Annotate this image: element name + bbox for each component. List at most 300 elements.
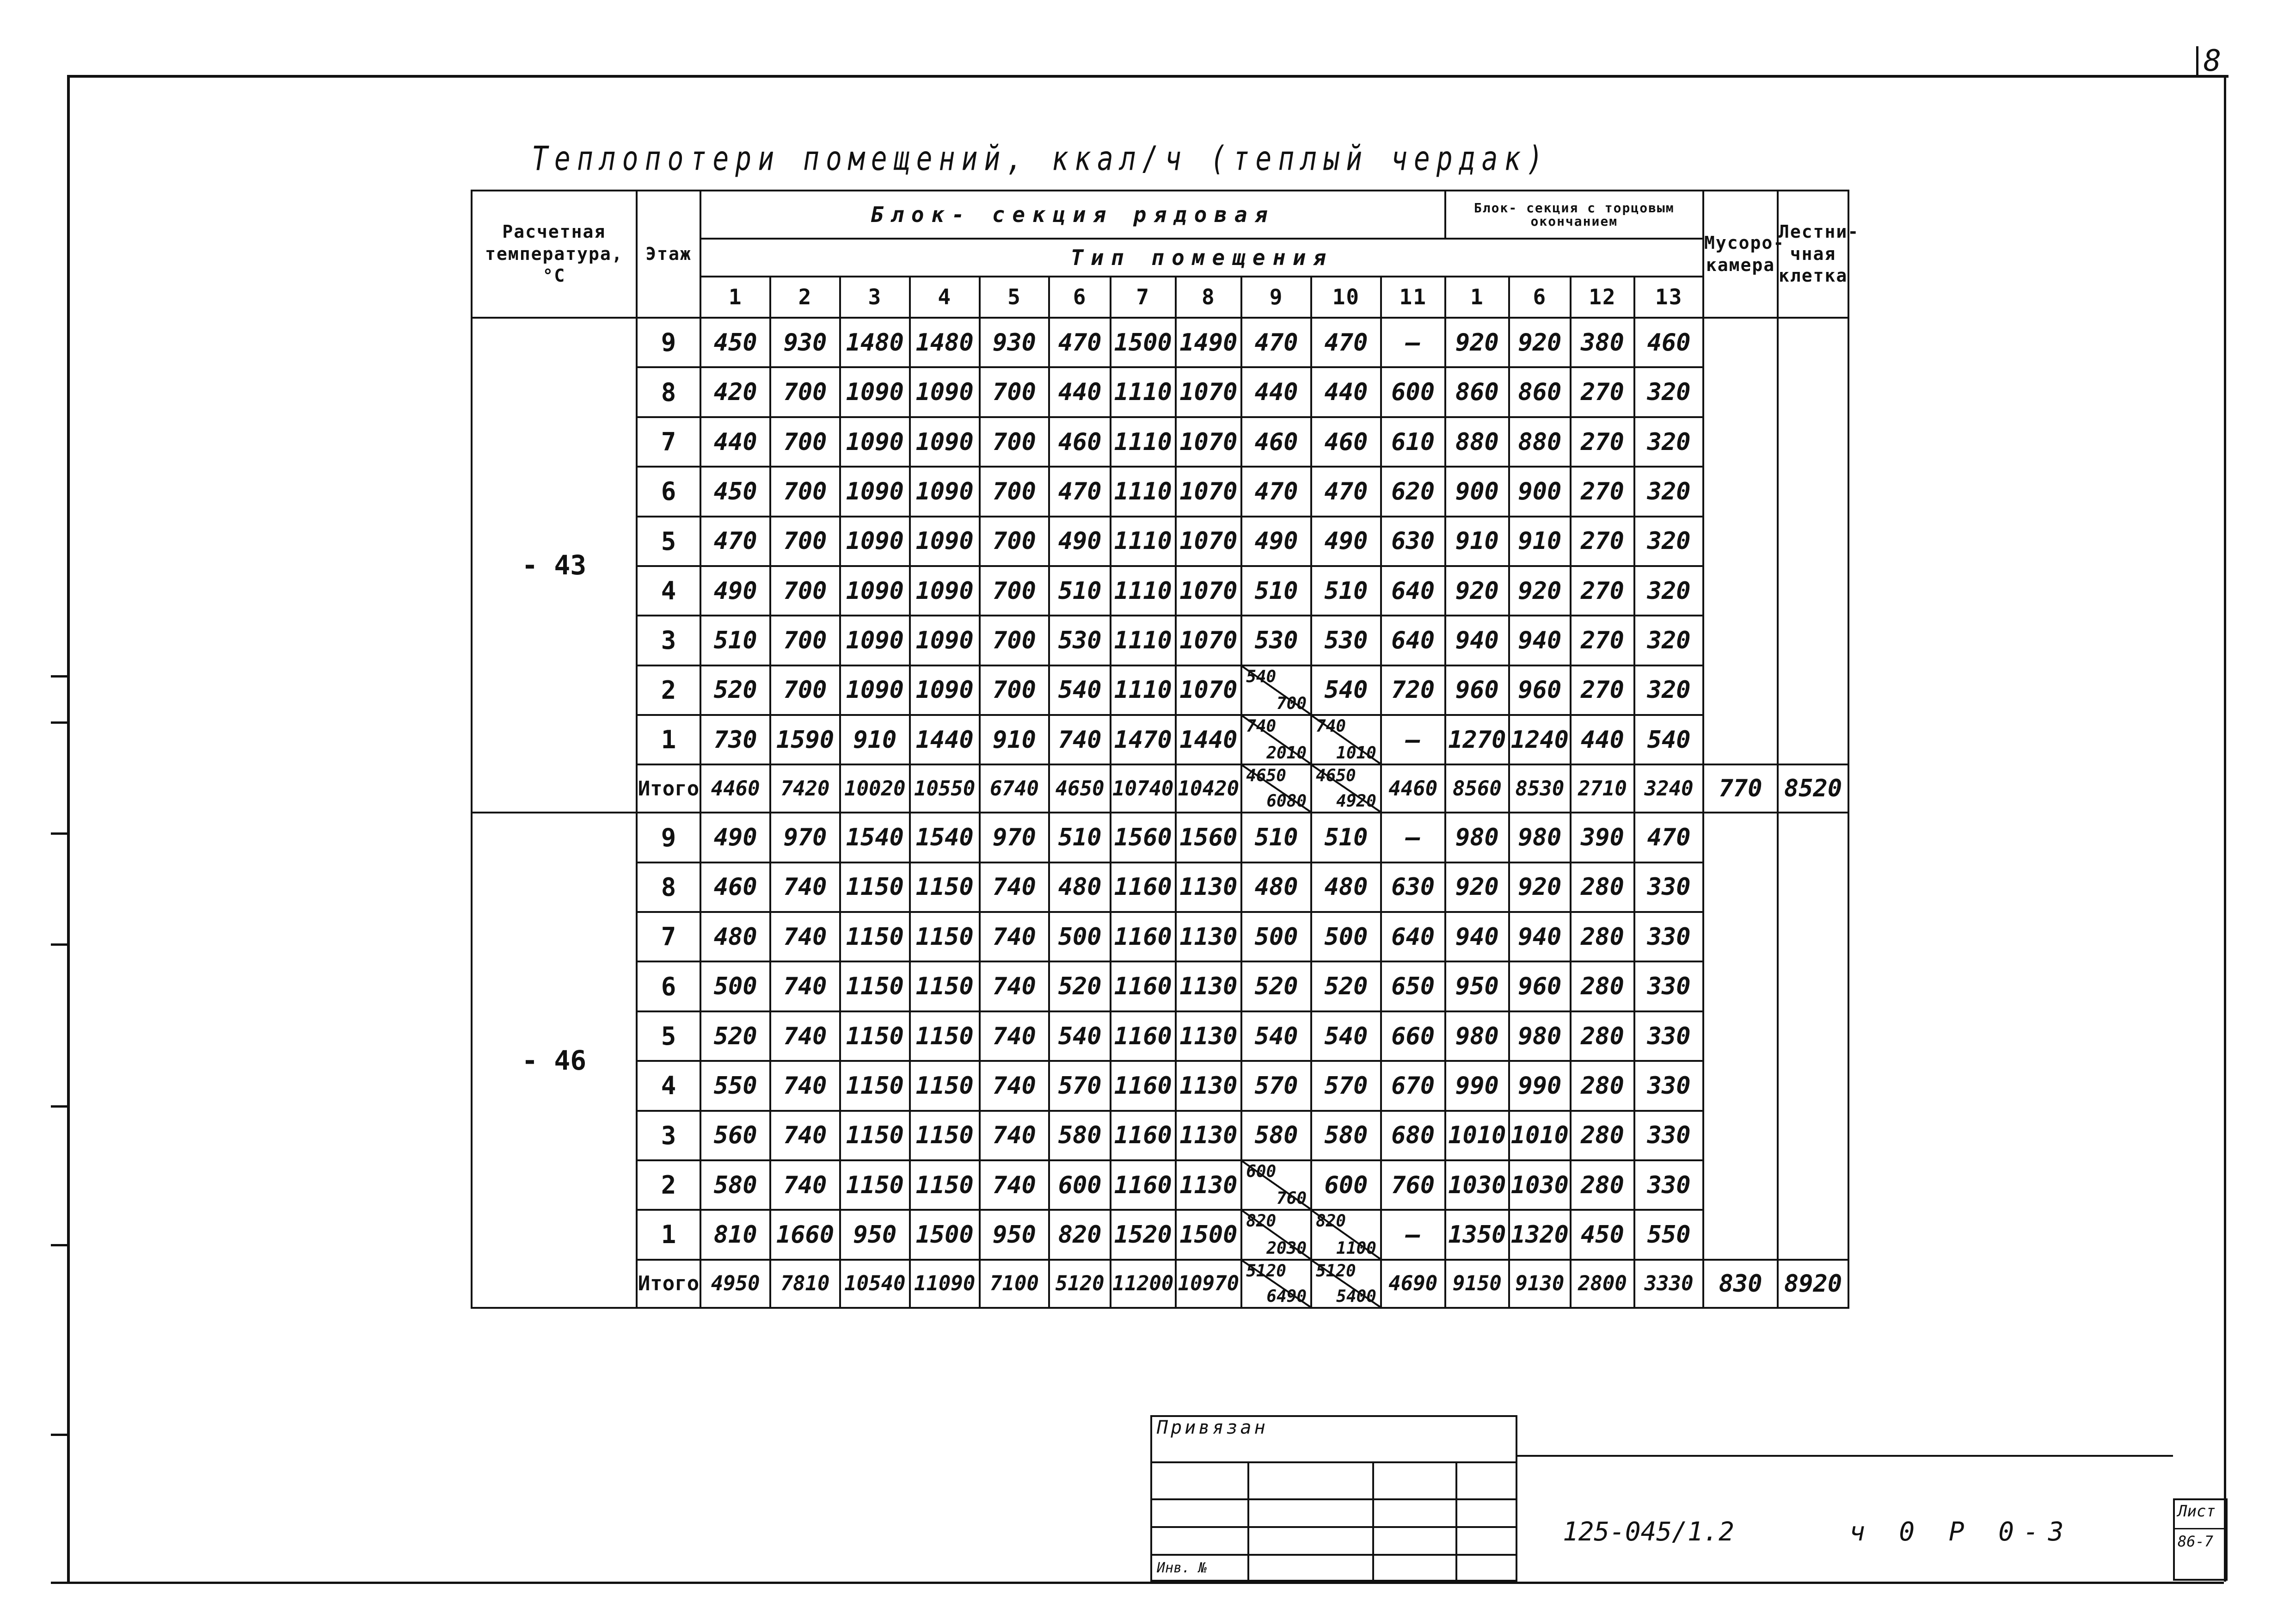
value-cell: 530 [1241, 616, 1311, 665]
value-cell: 740 [770, 1160, 840, 1210]
value-cell: 480 [1311, 862, 1381, 912]
value-cell: 1090 [910, 367, 980, 417]
floor-cell: 2 [637, 1160, 701, 1210]
value-cell: 510 [1241, 566, 1311, 616]
value-cell: 1160 [1111, 1061, 1176, 1110]
value-cell: 510 [1311, 813, 1381, 862]
value-cell: 1350 [1445, 1210, 1510, 1259]
stamp-cell [1456, 1462, 1516, 1499]
value-cell: 1150 [910, 912, 980, 961]
temperature-cell: - 46 [472, 813, 637, 1308]
split-value-bottom: 6080 [1266, 792, 1307, 811]
floor-cell: 6 [637, 467, 701, 516]
header-floor: Этаж [637, 191, 701, 318]
header-room-col: 3 [840, 277, 910, 318]
split-total-cell [1311, 764, 1381, 813]
value-cell: 1130 [1176, 961, 1242, 1011]
value-cell: 1150 [910, 1011, 980, 1061]
header-room-col: 1 [700, 277, 770, 318]
stamp-cell [1373, 1499, 1456, 1527]
table-row [472, 417, 1848, 467]
value-cell: 920 [1445, 862, 1510, 912]
stair-empty-cell [1778, 318, 1848, 764]
value-cell: 330 [1634, 1061, 1703, 1110]
value-cell: 680 [1381, 1111, 1445, 1160]
value-cell: 640 [1381, 616, 1445, 665]
value-cell: 1160 [1111, 862, 1176, 912]
table-row [472, 367, 1848, 417]
value-cell: 450 [1571, 1210, 1635, 1259]
stamp-cell [1373, 1462, 1456, 1499]
value-cell: 1160 [1111, 1111, 1176, 1160]
value-cell: 740 [770, 862, 840, 912]
total-value-cell: 4650 [1049, 764, 1110, 813]
value-cell: 480 [1241, 862, 1311, 912]
value-cell: 470 [1049, 467, 1110, 516]
table-row [472, 715, 1848, 764]
value-cell: 520 [700, 1011, 770, 1061]
split-value-bottom: 700 [1276, 694, 1307, 713]
value-cell: 1070 [1176, 566, 1242, 616]
value-cell: 1470 [1111, 715, 1176, 764]
total-value-cell: 10740 [1111, 764, 1176, 813]
value-cell: 700 [770, 517, 840, 566]
value-cell: 580 [1241, 1111, 1311, 1160]
margin-tick [51, 943, 68, 946]
floor-cell: 7 [637, 912, 701, 961]
value-cell: 320 [1634, 467, 1703, 516]
total-value-cell: 3330 [1634, 1260, 1703, 1308]
value-cell: 1010 [1445, 1111, 1510, 1160]
value-cell: 280 [1571, 961, 1635, 1011]
value-cell: 270 [1571, 665, 1635, 715]
value-cell: 1130 [1176, 1160, 1242, 1210]
value-cell: 320 [1634, 566, 1703, 616]
table-row [472, 813, 1848, 862]
value-cell: 490 [1241, 517, 1311, 566]
value-cell: 740 [980, 1011, 1050, 1061]
total-value-cell: 11090 [910, 1260, 980, 1308]
value-cell: 760 [1381, 1160, 1445, 1210]
header-room-col: 8 [1176, 277, 1242, 318]
value-cell: 440 [700, 417, 770, 467]
split-value-bottom: 1010 [1336, 744, 1376, 763]
value-cell: 540 [1241, 1011, 1311, 1061]
split-value-bottom: 2010 [1266, 744, 1307, 763]
frame-right-border [2224, 75, 2226, 1582]
floor-cell: 7 [637, 417, 701, 467]
stamp-cell [1248, 1555, 1373, 1581]
value-cell: 490 [1049, 517, 1110, 566]
value-cell: 1110 [1111, 665, 1176, 715]
value-cell: 510 [1241, 813, 1311, 862]
floor-cell: 4 [637, 1061, 701, 1110]
value-cell: 580 [1311, 1111, 1381, 1160]
value-cell: 1160 [1111, 961, 1176, 1011]
floor-cell: 9 [637, 813, 701, 862]
value-cell: 970 [980, 813, 1050, 862]
value-cell: 700 [770, 467, 840, 516]
value-cell: 1090 [840, 517, 910, 566]
value-cell: 1130 [1176, 912, 1242, 961]
total-value-cell: 2800 [1571, 1260, 1635, 1308]
value-cell: 540 [1049, 665, 1110, 715]
total-value-cell: 9130 [1509, 1260, 1570, 1308]
value-cell: 700 [980, 616, 1050, 665]
table-row [472, 1210, 1848, 1259]
value-cell: 540 [1311, 665, 1381, 715]
value-cell: 530 [1311, 616, 1381, 665]
total-value-cell: 4950 [700, 1260, 770, 1308]
value-cell: 720 [1381, 665, 1445, 715]
value-cell: 530 [1049, 616, 1110, 665]
total-value-cell: 3240 [1634, 764, 1703, 813]
stamp-cell [1456, 1499, 1516, 1527]
header-room-col: 5 [980, 277, 1050, 318]
value-cell: 730 [700, 715, 770, 764]
value-cell: 280 [1571, 912, 1635, 961]
value-cell: 1320 [1509, 1210, 1570, 1259]
value-cell: 1090 [840, 665, 910, 715]
total-value-cell: 10540 [840, 1260, 910, 1308]
value-cell: 980 [1445, 813, 1510, 862]
value-cell: 1270 [1445, 715, 1510, 764]
value-cell: 1090 [840, 566, 910, 616]
value-cell: 320 [1634, 367, 1703, 417]
value-cell: 990 [1509, 1061, 1570, 1110]
stamp-cell [1373, 1555, 1456, 1581]
floor-cell: 2 [637, 665, 701, 715]
value-cell: 700 [980, 566, 1050, 616]
table-row [472, 961, 1848, 1011]
value-cell: 1090 [910, 665, 980, 715]
value-cell: — [1381, 318, 1445, 367]
value-cell: 470 [1241, 467, 1311, 516]
value-cell: 900 [1509, 467, 1570, 516]
header-temperature: Расчетная температура, °С [472, 191, 637, 318]
value-cell: 460 [1634, 318, 1703, 367]
split-value-cell [1241, 1210, 1311, 1259]
value-cell: 510 [1311, 566, 1381, 616]
value-cell: 1110 [1111, 367, 1176, 417]
document-code: 125-045/1.2 [1563, 1517, 1734, 1547]
temperature-cell: - 43 [472, 318, 637, 813]
table-row [472, 566, 1848, 616]
heat-loss-table [471, 190, 1860, 1309]
stamp-cell [1456, 1527, 1516, 1555]
value-cell: 1440 [910, 715, 980, 764]
value-cell: 1150 [910, 1111, 980, 1160]
header-room-col: 10 [1311, 277, 1381, 318]
total-value-cell: 10020 [840, 764, 910, 813]
frame-left-border [67, 75, 70, 1583]
value-cell: 920 [1445, 318, 1510, 367]
value-cell: 600 [1049, 1160, 1110, 1210]
total-value-cell: 10550 [910, 764, 980, 813]
value-cell: 860 [1509, 367, 1570, 417]
value-cell: 740 [770, 1011, 840, 1061]
total-stair-cell: 8920 [1778, 1260, 1848, 1308]
value-cell: 940 [1445, 616, 1510, 665]
header-room-col: 7 [1111, 277, 1176, 318]
value-cell: 1150 [840, 1011, 910, 1061]
value-cell: 270 [1571, 467, 1635, 516]
binding-stamp [1150, 1415, 1517, 1582]
value-cell: 500 [1241, 912, 1311, 961]
value-cell: 490 [1311, 517, 1381, 566]
value-cell: 1130 [1176, 862, 1242, 912]
value-cell: 440 [1311, 367, 1381, 417]
total-garbage-cell: 770 [1703, 764, 1778, 813]
value-cell: 950 [980, 1210, 1050, 1259]
value-cell: 330 [1634, 1111, 1703, 1160]
value-cell: 1090 [840, 417, 910, 467]
value-cell: 510 [1049, 813, 1110, 862]
floor-cell: 9 [637, 318, 701, 367]
total-value-cell: 4460 [700, 764, 770, 813]
value-cell: 540 [1049, 1011, 1110, 1061]
value-cell: 1150 [840, 961, 910, 1011]
value-cell: 1540 [910, 813, 980, 862]
stamp-inv-number: Инв. № [1151, 1555, 1248, 1581]
value-cell: 280 [1571, 1111, 1635, 1160]
header-room-col: 11 [1381, 277, 1445, 318]
value-cell: 980 [1509, 813, 1570, 862]
margin-tick [51, 675, 68, 678]
value-cell: 950 [840, 1210, 910, 1259]
header-garbage-chamber: Мусоро- камера [1703, 191, 1778, 318]
value-cell: 500 [1049, 912, 1110, 961]
value-cell: 580 [700, 1160, 770, 1210]
split-value-top: 5120 [1316, 1261, 1356, 1281]
value-cell: — [1381, 813, 1445, 862]
value-cell: 270 [1571, 616, 1635, 665]
value-cell: 580 [1049, 1111, 1110, 1160]
value-cell: 1090 [910, 417, 980, 467]
split-value-top: 5120 [1246, 1261, 1286, 1281]
margin-tick [51, 1244, 68, 1246]
value-cell: 570 [1311, 1061, 1381, 1110]
total-value-cell: 9150 [1445, 1260, 1510, 1308]
split-value-cell [1241, 1160, 1311, 1210]
value-cell: 1440 [1176, 715, 1242, 764]
value-cell: 810 [700, 1210, 770, 1259]
total-value-cell: 4460 [1381, 764, 1445, 813]
value-cell: 560 [700, 1111, 770, 1160]
value-cell: 920 [1509, 318, 1570, 367]
split-value-cell [1311, 715, 1381, 764]
value-cell: 490 [700, 566, 770, 616]
value-cell: 980 [1445, 1011, 1510, 1061]
value-cell: 470 [700, 517, 770, 566]
stamp-cell [1151, 1462, 1248, 1499]
table-row [472, 665, 1848, 715]
value-cell: 600 [1311, 1160, 1381, 1210]
value-cell: 860 [1445, 367, 1510, 417]
total-value-cell: 5120 [1049, 1260, 1110, 1308]
document-code-suffix: ч 0 Р 0-3 [1849, 1517, 2073, 1547]
value-cell: 1540 [840, 813, 910, 862]
value-cell: 270 [1571, 367, 1635, 417]
total-value-cell: 4690 [1381, 1260, 1445, 1308]
value-cell: 620 [1381, 467, 1445, 516]
total-value-cell: 8530 [1509, 764, 1570, 813]
total-value-cell: 7100 [980, 1260, 1050, 1308]
sheet-box [2173, 1498, 2228, 1581]
value-cell: 640 [1381, 566, 1445, 616]
floor-cell: 3 [637, 1111, 701, 1160]
value-cell: 1110 [1111, 566, 1176, 616]
value-cell: 550 [700, 1061, 770, 1110]
value-cell: 700 [980, 417, 1050, 467]
split-value-bottom: 2030 [1266, 1238, 1307, 1258]
value-cell: 1030 [1445, 1160, 1510, 1210]
value-cell: 740 [770, 961, 840, 1011]
value-cell: 610 [1381, 417, 1445, 467]
split-value-top: 4650 [1246, 766, 1286, 786]
value-cell: 820 [1049, 1210, 1110, 1259]
value-cell: 1240 [1509, 715, 1570, 764]
split-value-top: 600 [1246, 1162, 1277, 1181]
margin-tick [51, 832, 68, 835]
value-cell: 700 [770, 665, 840, 715]
value-cell: 1090 [910, 467, 980, 516]
value-cell: 1090 [840, 367, 910, 417]
value-cell: 910 [840, 715, 910, 764]
value-cell: 630 [1381, 517, 1445, 566]
total-label: Итого [637, 764, 701, 813]
document-title: Теплопотери помещений, ккал/ч (теплый чердак) [532, 139, 1550, 178]
total-label: Итого [637, 1260, 701, 1308]
garbage-empty-cell [1703, 318, 1778, 764]
value-cell: 470 [1241, 318, 1311, 367]
table-row [472, 517, 1848, 566]
value-cell: 1160 [1111, 912, 1176, 961]
value-cell: 470 [1049, 318, 1110, 367]
value-cell: 1070 [1176, 517, 1242, 566]
value-cell: 1160 [1111, 1160, 1176, 1210]
value-cell: 270 [1571, 417, 1635, 467]
split-value-bottom: 5400 [1336, 1287, 1376, 1306]
split-value-bottom: 4920 [1336, 792, 1376, 811]
total-stair-cell: 8520 [1778, 764, 1848, 813]
value-cell: 1070 [1176, 417, 1242, 467]
stamp-cell [1151, 1499, 1248, 1527]
value-cell: 1590 [770, 715, 840, 764]
value-cell: 330 [1634, 961, 1703, 1011]
value-cell: 1480 [840, 318, 910, 367]
value-cell: 1070 [1176, 665, 1242, 715]
value-cell: 470 [1634, 813, 1703, 862]
stamp-cell [1248, 1499, 1373, 1527]
value-cell: 270 [1571, 517, 1635, 566]
value-cell: 1150 [840, 912, 910, 961]
sheet-value: 86-7 [2178, 1533, 2214, 1550]
value-cell: 1030 [1509, 1160, 1570, 1210]
total-garbage-cell: 830 [1703, 1260, 1778, 1308]
value-cell: 330 [1634, 862, 1703, 912]
value-cell: 700 [770, 566, 840, 616]
value-cell: 1520 [1111, 1210, 1176, 1259]
value-cell: 910 [980, 715, 1050, 764]
total-value-cell: 8560 [1445, 764, 1510, 813]
value-cell: 700 [980, 367, 1050, 417]
margin-tick [51, 1434, 68, 1436]
sheet-box-divider [2175, 1528, 2226, 1529]
value-cell: 1150 [840, 862, 910, 912]
stamp-privyazan: Привязан [1151, 1416, 1516, 1462]
value-cell: 320 [1634, 616, 1703, 665]
value-cell: 450 [700, 467, 770, 516]
total-value-cell: 2710 [1571, 764, 1635, 813]
value-cell: 740 [980, 862, 1050, 912]
floor-cell: 3 [637, 616, 701, 665]
value-cell: 330 [1634, 1011, 1703, 1061]
floor-cell: 1 [637, 1210, 701, 1259]
value-cell: 700 [980, 467, 1050, 516]
sheet-number: 8 [2203, 44, 2222, 78]
floor-cell: 1 [637, 715, 701, 764]
value-cell: 660 [1381, 1011, 1445, 1061]
value-cell: 270 [1571, 566, 1635, 616]
value-cell: 1150 [910, 961, 980, 1011]
value-cell: 1560 [1111, 813, 1176, 862]
value-cell: 900 [1445, 467, 1510, 516]
value-cell: 1110 [1111, 417, 1176, 467]
header-section-row: Блок- секция рядовая [700, 191, 1445, 239]
value-cell: 920 [1509, 566, 1570, 616]
value-cell: 650 [1381, 961, 1445, 1011]
split-value-top: 740 [1246, 716, 1277, 736]
margin-tick [51, 721, 68, 724]
value-cell: 1150 [910, 1160, 980, 1210]
value-cell: 930 [770, 318, 840, 367]
header-room-col: 4 [910, 277, 980, 318]
value-cell: 1090 [840, 616, 910, 665]
value-cell: 1490 [1176, 318, 1242, 367]
value-cell: 460 [1241, 417, 1311, 467]
table-row [472, 1061, 1848, 1110]
floor-cell: 8 [637, 862, 701, 912]
total-value-cell: 7810 [770, 1260, 840, 1308]
split-total-cell [1311, 1260, 1381, 1308]
value-cell: 1480 [910, 318, 980, 367]
value-cell: 1150 [840, 1160, 910, 1210]
split-value-bottom: 1100 [1336, 1238, 1376, 1258]
floor-cell: 4 [637, 566, 701, 616]
value-cell: 940 [1445, 912, 1510, 961]
value-cell: 910 [1509, 517, 1570, 566]
value-cell: 1130 [1176, 1011, 1242, 1061]
split-value-cell [1311, 1210, 1381, 1259]
value-cell: 440 [1049, 367, 1110, 417]
value-cell: 670 [1381, 1061, 1445, 1110]
value-cell: 1090 [840, 467, 910, 516]
value-cell: 740 [980, 961, 1050, 1011]
split-value-cell [1241, 715, 1311, 764]
value-cell: 320 [1634, 665, 1703, 715]
value-cell: 390 [1571, 813, 1635, 862]
table-row [472, 318, 1848, 367]
value-cell: 740 [1049, 715, 1110, 764]
value-cell: 1110 [1111, 616, 1176, 665]
header-stairwell: Лестни- чная клетка [1778, 191, 1848, 318]
table-row [472, 912, 1848, 961]
value-cell: 540 [1311, 1011, 1381, 1061]
value-cell: 1660 [770, 1210, 840, 1259]
value-cell: 920 [1445, 566, 1510, 616]
value-cell: — [1381, 1210, 1445, 1259]
